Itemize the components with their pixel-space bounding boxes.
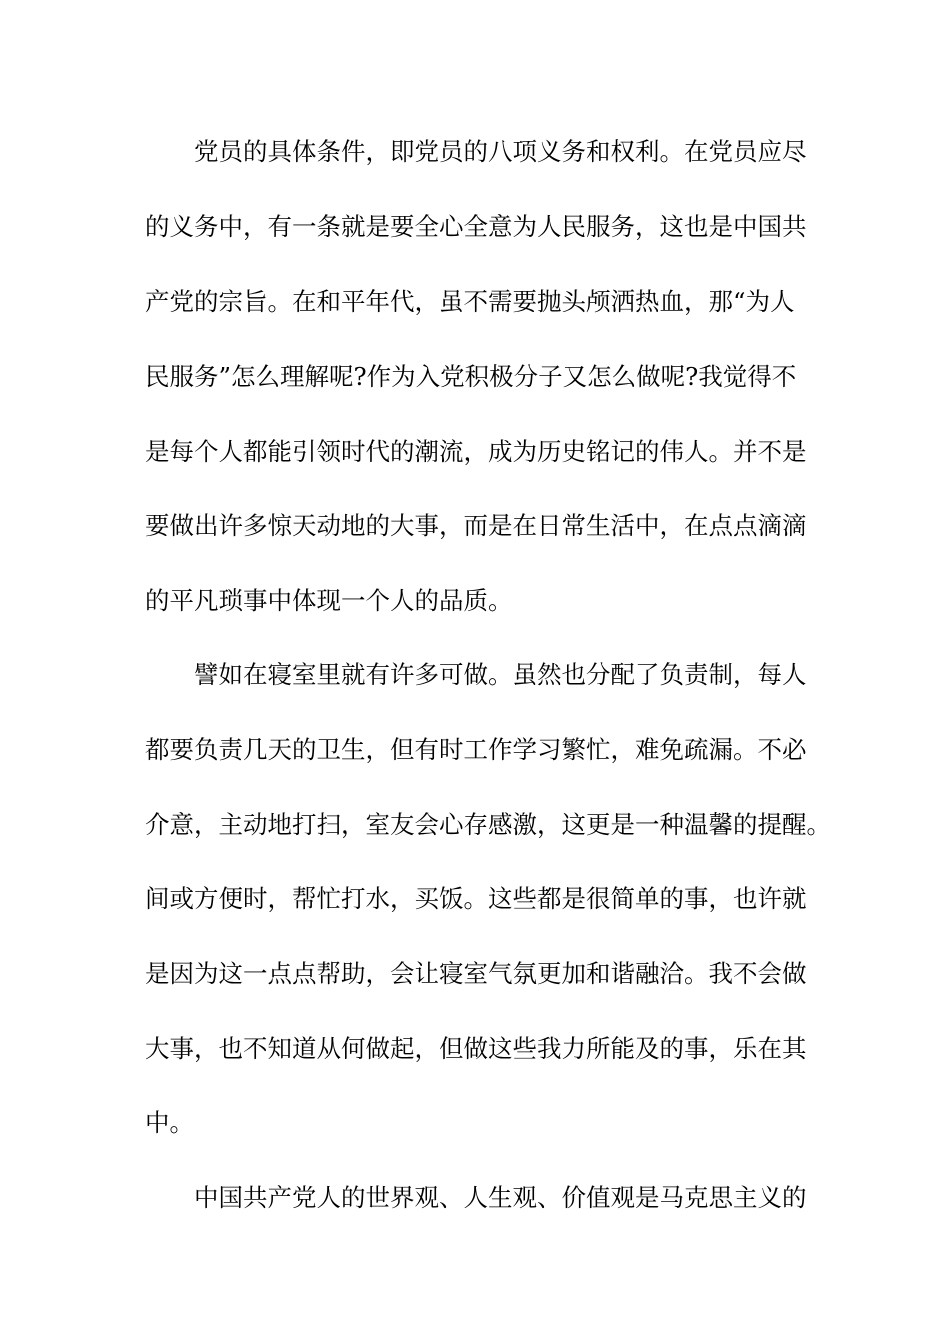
paragraph-2-line-4: 间或方便时，帮忙打水，买饭。这些都是很简单的事，也许就 <box>145 884 807 913</box>
paragraph-2-line-6: 大事，也不知道从何做起，但做这些我力所能及的事，乐在其 <box>145 1034 807 1063</box>
paragraph-1-line-5: 是每个人都能引领时代的潮流，成为历史铭记的伟人。并不是 <box>145 437 807 466</box>
paragraph-3-line-1: 中国共产党人的世界观、人生观、价值观是马克思主义的 <box>194 1183 807 1212</box>
paragraph-1-line-6: 要做出许多惊天动地的大事，而是在日常生活中，在点点滴滴 <box>145 511 807 540</box>
paragraph-1-line-3: 产党的宗旨。在和平年代，虽不需要抛头颅洒热血，那“为人 <box>145 287 795 316</box>
paragraph-2-line-2: 都要负责几天的卫生，但有时工作学习繁忙，难免疏漏。不必 <box>145 735 807 764</box>
paragraph-2-line-7: 中。 <box>145 1108 194 1137</box>
paragraph-2-line-5: 是因为这一点点帮助，会让寝室气氛更加和谐融洽。我不会做 <box>145 959 807 988</box>
paragraph-2-line-3: 介意，主动地打扫，室友会心存感激，这更是一种温馨的提醒。 <box>145 810 831 839</box>
paragraph-1-line-7: 的平凡琐事中体现一个人的品质。 <box>145 586 513 615</box>
paragraph-2-line-1: 譬如在寝室里就有许多可做。虽然也分配了负责制，每人 <box>194 660 807 689</box>
paragraph-1-line-4: 民服务”怎么理解呢?作为入党积极分子又怎么做呢?我觉得不 <box>145 362 797 391</box>
paragraph-1-line-1: 党员的具体条件，即党员的八项义务和权利。在党员应尽 <box>194 137 807 166</box>
paragraph-1-line-2: 的义务中，有一条就是要全心全意为人民服务，这也是中国共 <box>145 212 807 241</box>
